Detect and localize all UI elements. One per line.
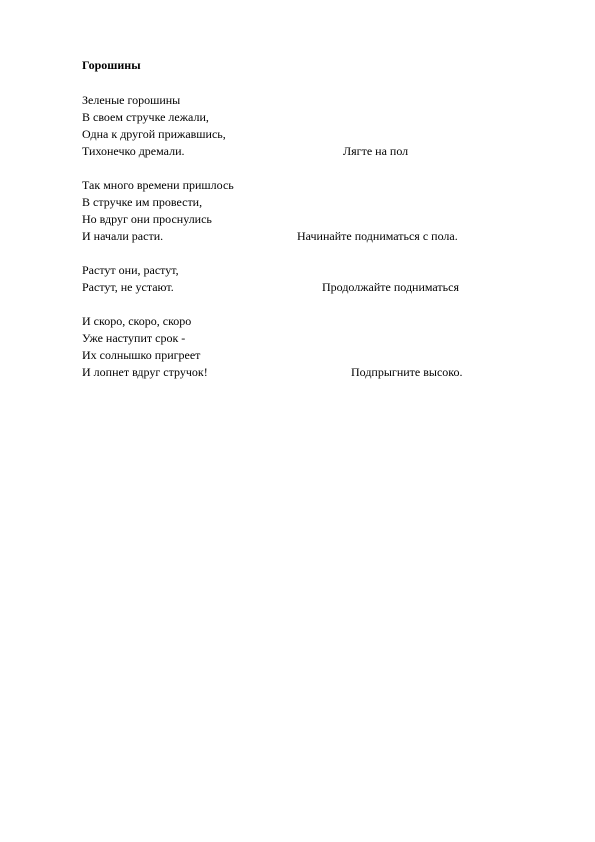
stanza4-line2: Уже наступит срок - <box>82 331 186 345</box>
stanza3-line2: Растут, не устают. <box>82 280 174 294</box>
stanza1-instruction: Лягте на пол <box>343 144 409 158</box>
stanza1-line3: Одна к другой прижавшись, <box>82 127 226 141</box>
stanza2-line2: В стручке им провести, <box>82 195 203 209</box>
stanza1-line4: Тихонечко дремали. <box>82 144 185 158</box>
stanza4-instruction: Подпрыгните высоко. <box>351 365 463 379</box>
stanza4-line4: И лопнет вдруг стручок! <box>82 365 208 379</box>
stanza4-line3: Их солнышко пригреет <box>82 348 201 362</box>
stanza1-line1: Зеленые горошины <box>82 93 181 107</box>
poem-title: Горошины <box>82 58 141 72</box>
stanza2-line1: Так много времени пришлось <box>82 178 234 192</box>
stanza1-line2: В своем стручке лежали, <box>82 110 209 124</box>
stanza3-instruction: Продолжайте подниматься <box>322 280 459 294</box>
stanza2-line4: И начали расти. <box>82 229 164 243</box>
stanza4-line1: И скоро, скоро, скоро <box>82 314 192 328</box>
stanza3-line1: Растут они, растут, <box>82 263 179 277</box>
stanza2-instruction: Начинайте подниматься с пола. <box>297 229 458 243</box>
stanza2-line3: Но вдруг они проснулись <box>82 212 212 226</box>
